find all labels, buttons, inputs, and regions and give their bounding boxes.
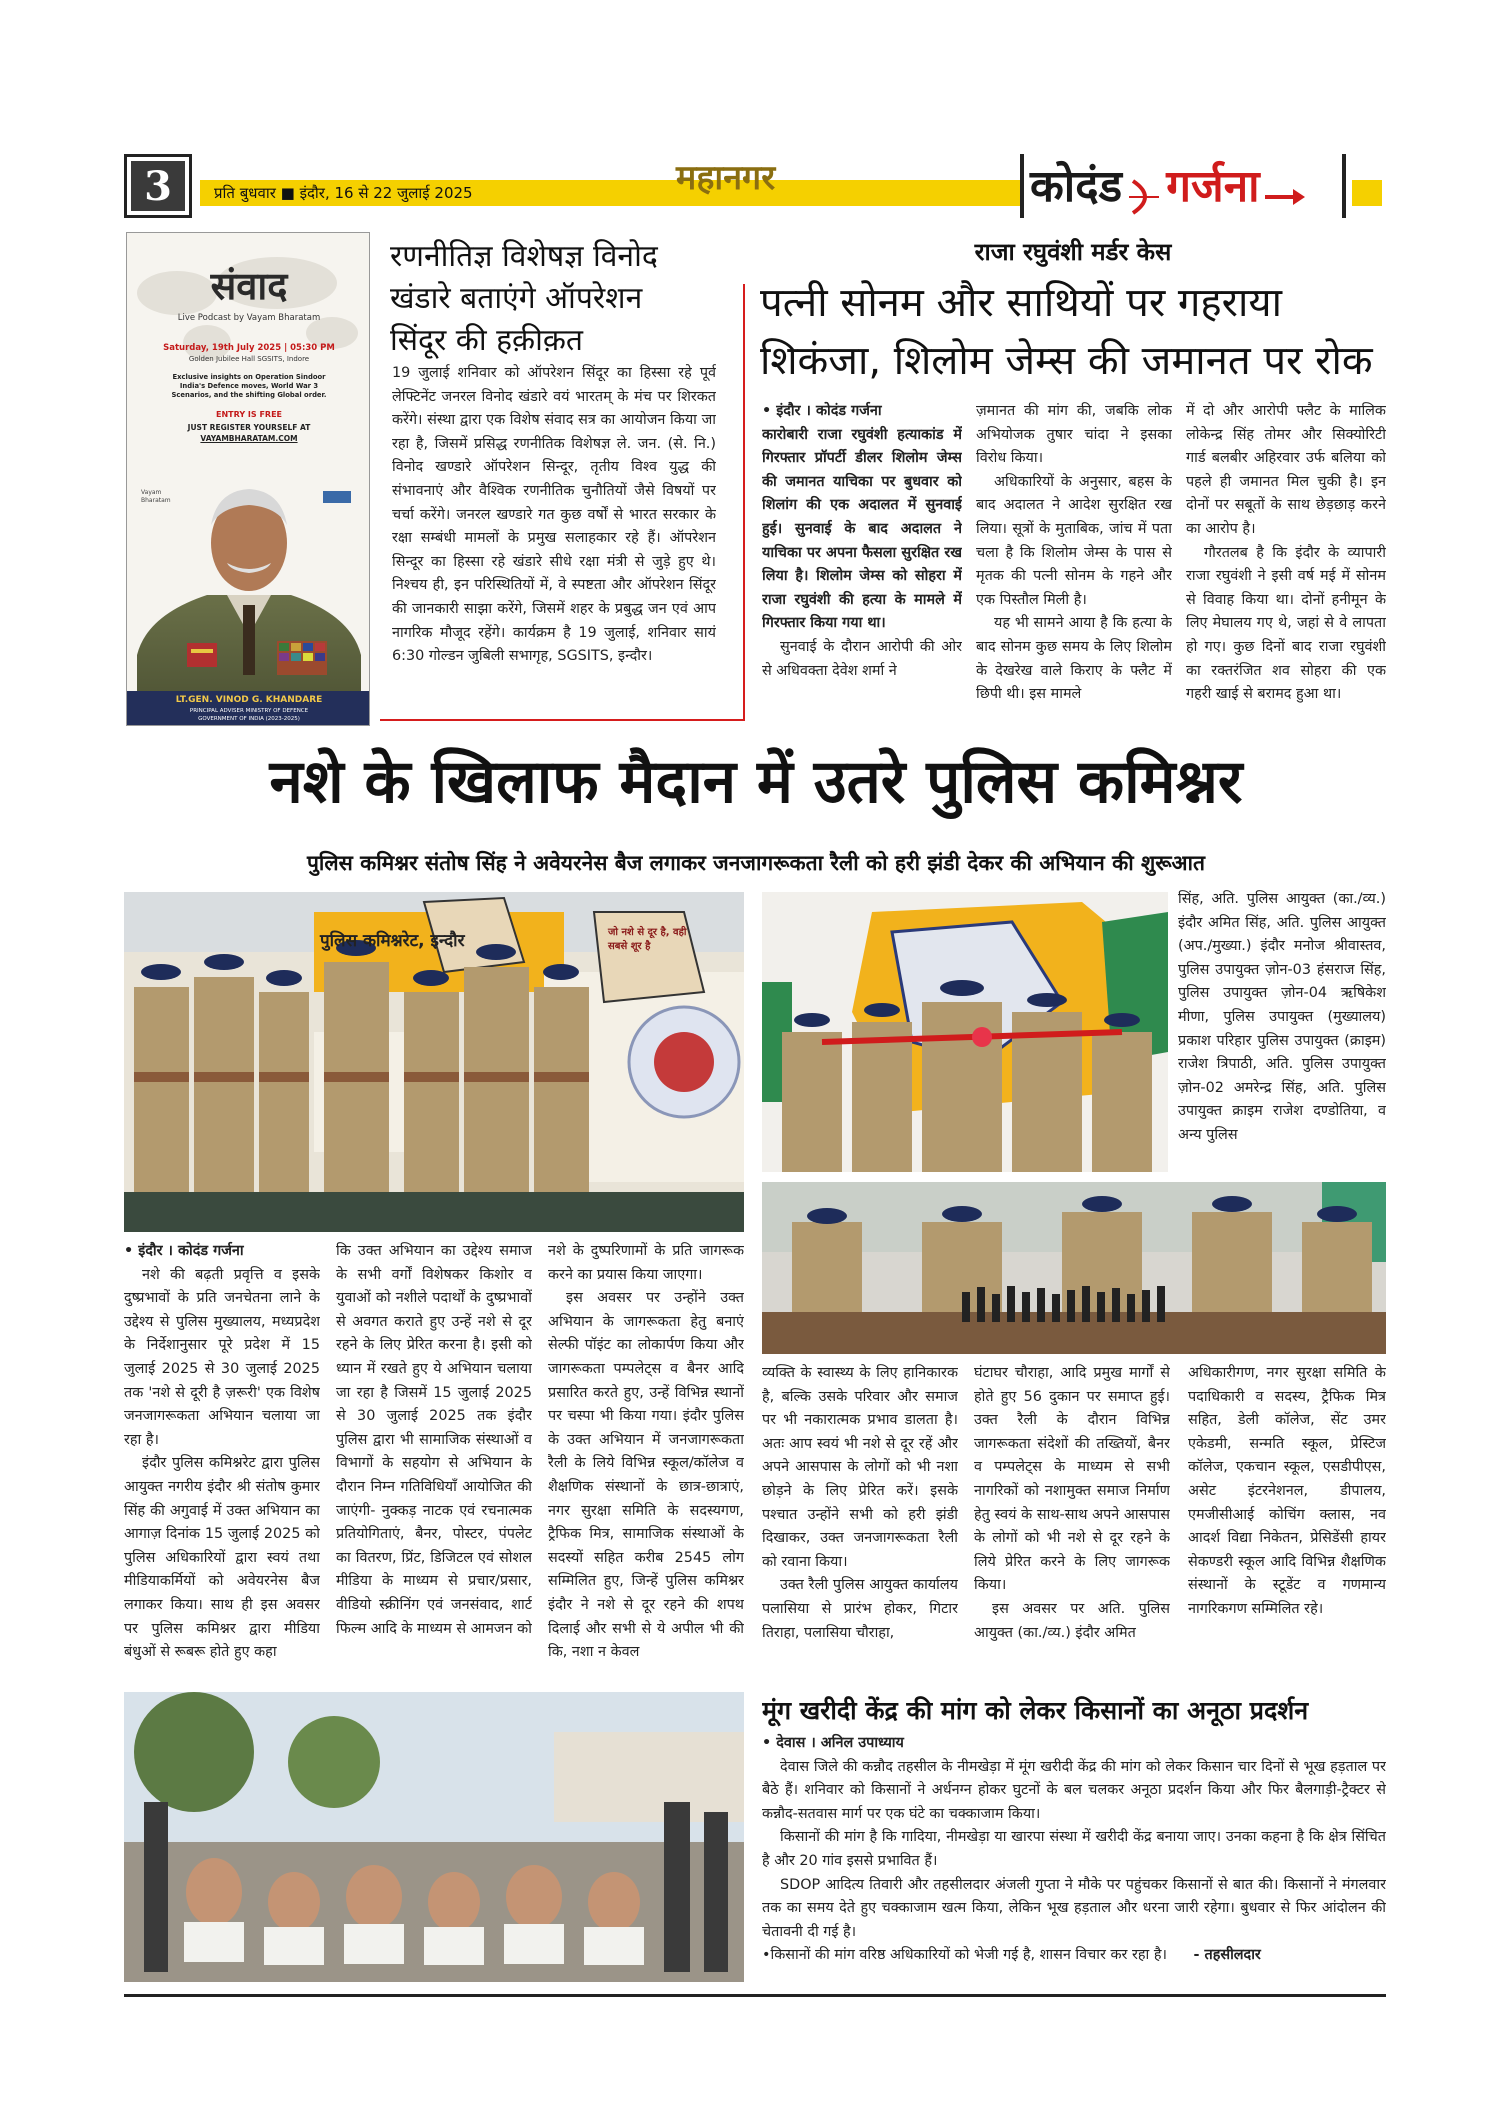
main-col1	[124, 1240, 320, 1664]
masthead-part1: कोदंड	[1030, 161, 1123, 212]
general-role-2: GOVERNMENT OF INDIA (2023-2025)	[198, 716, 300, 722]
main-headline: नशे के खिलाफ मैदान में उतरे पुलिस कमिश्नर	[269, 747, 1243, 817]
story3-quote-by: - तहसीलदार	[1193, 1947, 1261, 1964]
main-col6	[1188, 1362, 1386, 1664]
story3-p3: SDOP आदित्य तिवारी और तहसीलदार अंजली गुप्ता ने मौके पर पहुंचकर किसानों से बात की। किसानों ने मंगलवार तक का समय देते हुए चक्काजाम खत्म किया, लेकिन भूख हड़ताल और धरना जारी रहेगा। बुधवार से फिर आंदोलन की चेतावनी दी गई है।	[762, 1876, 1386, 1940]
story2-headline-line2: शिकंजा, शिलोम जेम्स की जमानत पर रोक	[760, 338, 1373, 384]
poster-subtitle: Live Podcast by Vayam Bharatam	[177, 313, 321, 323]
main-col2	[336, 1240, 532, 1664]
story2-col3-p2: गौरतलब है कि इंदौर के व्यापारी राजा रघुवंशी ने इसी वर्ष मई में सोनम से विवाह किया था। दोनों हनीमून के लिए मेघालय गए थे, जहां से वे लापता हो गए। कुछ दिनों बाद राजा रघुवंशी का रक्तरंजित शव सोहरा की एक गहरी खाई से बरामद हुआ था।	[1186, 544, 1386, 703]
masthead-part2: गर्जना	[1166, 161, 1260, 212]
story2-col1	[762, 400, 962, 722]
main-col4	[762, 1362, 958, 1664]
main-right-top-col	[1178, 888, 1386, 1172]
story3-headline: मूंग खरीदी केंद्र की मांग को लेकर किसानों का अनूठा प्रदर्शन	[762, 1696, 1309, 1725]
poster-entry: ENTRY IS FREE	[216, 410, 282, 419]
main-col1-p2: इंदौर पुलिस कमिश्नरेट द्वारा पुलिस आयुक्त नगरीय इंदौर श्री संतोष कुमार सिंह की अगुवाई में उक्त अभियान का आगाज़ दिनांक 15 जुलाई 2025 को पुलिस अधिकारियों द्वारा स्वयं तथा मीडियाकर्मियों को अवेयरनेस बैज लगाकर किया। साथ ही इस अवसर पर पुलिस कमिश्नर द्वारा मीडिया बंधुओं से रूबरू होते हुए कहा	[124, 1455, 320, 1661]
photo-farmers-protest	[124, 1692, 744, 1982]
general-name: LT.GEN. VINOD G. KHANDARE	[175, 695, 323, 705]
story1-headline-line3: सिंदूर की हक़ीक़त	[390, 323, 584, 358]
main-col2-text: कि उक्त अभियान का उद्देश्य समाज के सभी वर्गों विशेषकर किशोर व युवाओं को नशीले पदार्थों के दुष्प्रभावों से अवगत कराते हुए उन्हें नशे से दूर रहने के लिए प्रेरित करना है। इसी को ध्यान में रखते हुए ये अभियान चलाया जा रहा है जिसमें 15 जुलाई 2025 से 30 जुलाई 2025 तक इंदौर पुलिस द्वारा भी सामाजिक संस्थाओं व विभागों के सहयोग से अभियान के दौरान निम्न गतिविधियाँ आयोजित की जाएंगी- नुक्कड़ नाटक एवं रचनात्मक प्रतियोगिताएं, बैनर, पोस्टर, पंपलेट का वितरण, प्रिंट, डिजिटल एवं सोशल मीडिया के माध्यम से प्रचार/प्रसार, वीडियो स्क्रीनिंग एवं जनसंवाद, शार्ट फिल्म आदि के माध्यम से आमजन को	[336, 1243, 532, 1637]
photo-ribbon-cutting	[762, 892, 1168, 1172]
story2-col3-p1: में दो और आरोपी फ्लैट के मालिक लोकेन्द्र सिंह तोमर और सिक्योरिटी गार्ड बलबीर अहिरवार उर्फ बलिया को पहले ही जमानत मिल चुकी है। इन दोनों पर सबूतों के साथ छेड़छाड़ करने का आरोप है।	[1186, 403, 1386, 537]
event-poster	[126, 232, 370, 726]
photo-police-rally	[124, 892, 744, 1232]
header-yellow-bar-right	[1352, 180, 1382, 206]
poster-website: VAYAMBHARATAM.COM	[200, 434, 298, 443]
page-number-box	[124, 154, 192, 218]
story2-byline: • इंदौर । कोदंड गर्जना	[762, 403, 882, 419]
main-col5-p1: घंटाघर चौराहा, आदि प्रमुख मार्गों से होते हुए 56 दुकान पर समाप्त हुई। उक्त रैली के दौरान विभिन्न जागरूकता संदेशों की तख्तियों, बैनर व पम्पलेट्स के माध्यम से सभी नागरिकों को नशामुक्त समाज निर्माण हेतु स्वयं के साथ-साथ अपने आसपास के लोगों को भी नशे से दूर रहने के लिये प्रेरित करने के लिए जागरूक किया।	[974, 1365, 1170, 1594]
story2-headline-line1: पत्नी सोनम और साथियों पर गहराया	[760, 280, 1282, 326]
story1-body	[392, 362, 716, 710]
story2-headline	[760, 274, 1386, 390]
main-col1-p1: नशे की बढ़ती प्रवृत्ति व इसके दुष्प्रभावों के प्रति जनचेतना लाने के उद्देश्य से पुलिस मुख्यालय, मध्यप्रदेश के निर्देशानुसार पूरे प्रदेश में 15 जुलाई 2025 से 30 जुलाई 2025 तक 'नशे से दूरी है ज़रूरी' एक विशेष जनजागरूकता अभियान चलाया जा रहा है।	[124, 1266, 320, 1448]
main-col3	[548, 1240, 744, 1664]
story2-col2-p2: अधिकारियों के अनुसार, बहस के बाद अदालत ने आदेश सुरक्षित रख लिया। सूत्रों के मुताबिक, जांच में पता चला है कि शिलोम जेम्स के पास से मृतक की पत्नी सोनम के गहने और एक पिस्तौल मिली है।	[976, 473, 1172, 608]
general-portrait	[127, 445, 370, 726]
poster-insights: Exclusive insights on Operation Sindoor India's Defence moves, World War 3 Scenarios, and the shifting Global order.	[171, 373, 327, 399]
poster-logo-left: Vayam Bharatam	[141, 489, 171, 504]
main-col4-p2: उक्त रैली पुलिस आयुक्त कार्यालय पलासिया से प्रारंभ होकर, गिटार तिराहा, पलासिया चौराहा,	[762, 1577, 958, 1641]
header-divider-right	[1342, 154, 1346, 218]
story1-headline-line1: रणनीतिज्ञ विशेषज्ञ विनोद	[390, 239, 658, 274]
date-line: प्रति बुधवार ■ इंदौर, 16 से 22 जुलाई 2025	[214, 184, 473, 202]
arrow-icon	[1265, 187, 1305, 207]
story1-text: 19 जुलाई शनिवार को ऑपरेशन सिंदूर का हिस्सा रहे पूर्व लेफ्टिनेंट जनरल विनोद खंडारे वयं भारतम् के मंच पर शिरकत करेंगे। संस्था द्वारा एक विशेष संवाद सत्र का आयोजन किया जा रहा है, जिसमें प्रसिद्ध रणनीतिक विशेषज्ञ ले. जन. (से. नि.) विनोद खण्डारे ऑपरेशन सिन्दूर, तृतीय विश्व युद्ध की संभावनाएं और वैश्विक रणनीतिक चुनौतियों जैसे विषयों पर चर्चा करेंगे। जनरल खण्डारे गत कुछ वर्षों से भारत सरकार के रक्षा सम्बंधी मामलों के प्रमुख सलाहकार रहे हैं। ऑपरेशन सिन्दूर का हिस्सा रहे खंडारे सीधे रक्षा मंत्री से जुड़े हुए थे। निश्चय ही, इन परिस्थितियों में, वे स्पष्टता और ऑपरेशन सिंदूर की जानकारी साझा करेंगे, जिसमें शहर के प्रबुद्ध जन एवं आप नागरिक मौजूद रहेंगे। कार्यक्रम है 19 जुलाई, शनिवार सायं 6:30 गोल्डन जुबिली सभागृह, SGSITS, इन्दौर।	[392, 365, 716, 665]
photo-press-conference	[762, 1182, 1386, 1354]
story3-p2: किसानों की मांग है कि गादिया, नीमखेड़ा या खारपा संस्था में खरीदी केंद्र बनाया जाए। उनका कहना है कि क्षेत्र सिंचित है और 20 गांव इससे प्रभावित हैं।	[762, 1829, 1386, 1869]
story3-body	[762, 1732, 1386, 1984]
poster-register: JUST REGISTER YOURSELF AT	[187, 423, 311, 432]
poster-venue: Golden Jubilee Hall SGSITS, Indore	[188, 355, 310, 363]
story2-col3	[1186, 400, 1386, 722]
story2-col2	[976, 400, 1172, 722]
main-right-top-text: सिंह, अति. पुलिस आयुक्त (का./व्य.) इंदौर अमित सिंह, अति. पुलिस आयुक्त (अप./मुख्या.) इंदौर मनोज श्रीवास्तव, पुलिस उपायुक्त ज़ोन-03 हंसराज सिंह, पुलिस उपायुक्त ज़ोन-04 ऋषिकेश मीणा, पुलिस उपायुक्त (मुख्यालय) प्रकाश परिहार पुलिस उपायुक्त (क्राइम) राजेश त्रिपाठी, अति. पुलिस उपायुक्त ज़ोन-02 अमरेन्द्र सिंह, अति. पुलिस उपायुक्त क्राइम राजेश दण्डोतिया, व अन्य पुलिस	[1178, 891, 1386, 1143]
main-col4-p1: व्यक्ति के स्वास्थ्य के लिए हानिकारक है, बल्कि उसके परिवार और समाज पर भी नकारात्मक प्रभाव डालता है। अतः आप स्वयं भी नशे से दूर रहें और अपने आसपास के लोगों को भी नशा छोड़ने के लिए प्रेरित करें। इसके पश्चात उन्होंने सभी को हरी झंडी दिखाकर, उक्त जनजागरूकता रैली को रवाना किया।	[762, 1365, 958, 1570]
main-byline: • इंदौर । कोदंड गर्जना	[124, 1243, 244, 1259]
story3-p1: देवास जिले की कन्नौद तहसील के नीमखेड़ा में मूंग खरीदी केंद्र की मांग को लेकर किसान चार दिनों से भूख हड़ताल पर बैठे हैं। शनिवार को किसानों ने अर्धनग्न होकर घुटनों के बल चलकर अनूठा प्रदर्शन किया और फिर बैलगाड़ी-ट्रैक्टर से कन्नौद-सतवास मार्ग पर एक घंटे का चक्काजाम किया।	[762, 1758, 1386, 1822]
story3-byline: • देवास । अनिल उपाध्याय	[762, 1735, 904, 1751]
main-col6-text: अधिकारीगण, नगर सुरक्षा समिति के पदाधिकारी व सदस्य, ट्रैफिक मित्र सहित, डेली कॉलेज, सेंट उमर एकेडमी, सन्मति स्कूल, प्रेस्टिज कॉलेज, एकचान स्कूल, एसडीपीएस, असेट इंटरनेशनल, डीपालय, एमजीसीआई कोचिंग क्लास, नव आदर्श विद्या निकेतन, प्रेसिडेंसी हायर सेकण्डरी स्कूल आदि विभिन्न शैक्षणिक संस्थानों के स्टूडेंट व गणमान्य नागरिकगण सम्मिलित रहे।	[1188, 1365, 1386, 1617]
story2-col1-text: सुनवाई के दौरान आरोपी की ओर से अधिवक्ता देवेश शर्मा ने	[762, 638, 962, 679]
story3-quote: •किसानों की मांग वरिष्ठ अधिकारियों को भेजी गई है, शासन विचार कर रहा है।	[762, 1947, 1167, 1964]
header-divider	[1020, 154, 1024, 218]
main-col3-p1: नशे के दुष्परिणामों के प्रति जागरूक करने का प्रयास किया जाएगा।	[548, 1243, 744, 1283]
bottom-rule	[124, 1994, 1386, 1997]
main-col3-p2: इस अवसर पर उन्होंने उक्त अभियान के जागरूकता हेतु बनाएं सेल्फी पॉइंट का लोकार्पण किया और जागरूकता पम्पलेट्स व बैनर आदि प्रसारित करते हुए, उन्हें विभिन्न स्थानों पर चस्पा भी किया गया। इंदौर पुलिस के उक्त अभियान में जनजागरूकता रैली के लिये विभिन्न स्कूल/कॉलेज व शैक्षणिक संस्थानों के छात्र-छात्राएं, नगर सुरक्षा समिति के सदस्यगण, ट्रैफिक मित्र, सामाजिक संस्थाओं के सदस्यों सहित करीब 2545 लोग सम्मिलित हुए, जिन्हें पुलिस कमिश्नर इंदौर ने नशे से दूर रहने की शपथ दिलाई और सभी से ये अपील भी की कि, नशा न केवल	[548, 1290, 744, 1661]
story1-headline-line2: खंडारे बताएंगे ऑपरेशन	[390, 281, 643, 316]
photo1-banner-text: पुलिस कमिश्नरेट, इन्दौर	[320, 931, 465, 951]
section-label: महानगर	[676, 158, 776, 198]
story2-kicker: राजा रघुवंशी मर्डर केस	[974, 238, 1172, 266]
general-role-1: PRINCIPAL ADVISER MINISTRY OF DEFENCE	[189, 708, 309, 714]
story2-col2-p1: ज़मानत की मांग की, जबकि लोक अभियोजक तुषार चांदा ने इसका विरोध किया।	[976, 403, 1172, 467]
story1-divider	[743, 284, 745, 720]
photo1-sign-text: जो नशे से दूर है, वही सबसे शूर है	[608, 927, 687, 952]
story2-col2-p3: यह भी सामने आया है कि हत्या के बाद सोनम कुछ समय के लिए शिलोम के देखरेख वाले किराए के फ्लैट में छिपी थी। इस मामले	[976, 615, 1172, 703]
story1-divider-bottom	[380, 719, 745, 721]
masthead	[1030, 158, 1340, 216]
story1-headline	[390, 236, 752, 362]
main-subheadline: पुलिस कमिश्नर संतोष सिंह ने अवेयरनेस बैज लगाकर जनजागरूकता रैली को हरी झंडी देकर की अभियान की शुरूआत	[306, 851, 1205, 875]
story2-lead: कारोबारी राजा रघुवंशी हत्याकांड में गिरफ्तार प्रॉपर्टी डीलर शिलोम जेम्स की जमानत याचिका पर बुधवार को शिलांग की एक अदालत में सुनवाई हुई। सुनवाई के बाद अदालत ने याचिका पर अपना फैसला सुरक्षित रख लिया है। शिलोम जेम्स को सोहरा में राजा रघुवंशी की हत्या के मामले में गिरफ्तार किया गया था।	[762, 426, 962, 632]
poster-date: Saturday, 19th July 2025 | 05:30 PM	[163, 343, 335, 353]
poster-title: संवाद	[210, 264, 288, 308]
page-number: 3	[131, 161, 185, 211]
main-col5-p2: इस अवसर पर अति. पुलिस आयुक्त (का./व्य.) इंदौर अमित	[974, 1600, 1170, 1641]
main-col5	[974, 1362, 1170, 1664]
bow-icon	[1127, 177, 1161, 217]
